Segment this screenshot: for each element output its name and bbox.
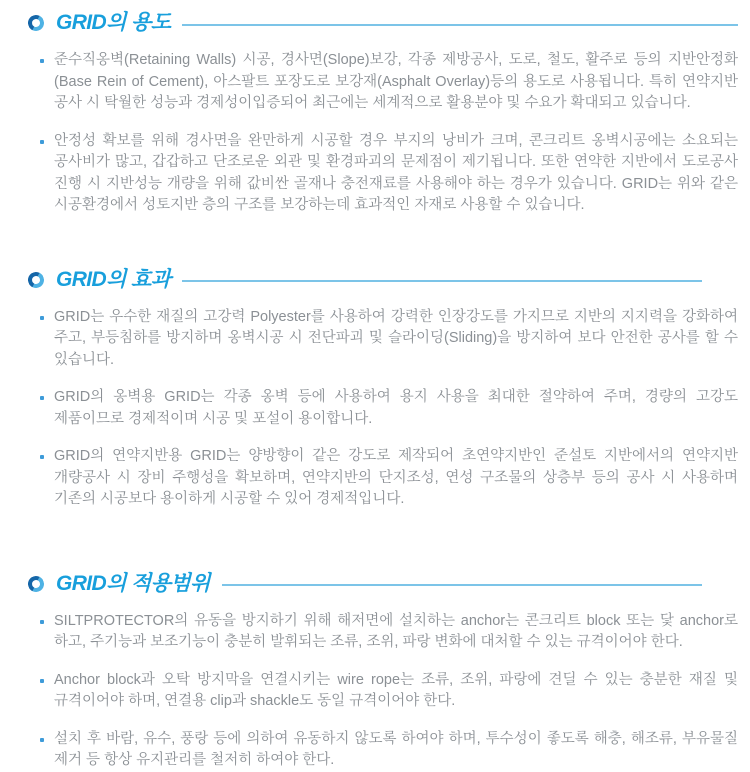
section-grid-effect — [28, 267, 738, 511]
section-header — [28, 267, 738, 293]
bullet-text: Anchor block과 오탁 방지막을 연결시키는 wire rope는 조류, 조위, 파랑에 견딜 수 있는 충분한 재질 및 규격이어야 하며, 연결용 clip과 shackle도 동일 규격이어야 한다. — [54, 671, 738, 709]
section-title: GRID의 적용범위 — [56, 571, 210, 595]
bullet-item — [40, 307, 738, 372]
section-title: GRID의 용도 — [56, 11, 171, 34]
bullet-dot-icon — [40, 620, 44, 624]
bullet-text: 준수직옹벽(Retaining Walls) 시공, 경사면(Slope)보강, 각종 제방공사, 도로, 철도, 활주로 등의 지반안정화 (Base Rein of Cement), 아스팔트 포장도로 보강재(Asphalt Overlay)등의 용도로 사용됩니다. 특히 연약지반 공사 시 탁월한 성능과 경제성이입증되어 최근에는 세계적으로 활용분야 및 수요가 확대되고 있습니다. — [54, 52, 738, 111]
bullet-dot-icon — [40, 679, 44, 683]
section-rule — [182, 24, 738, 26]
bullet-dot-icon — [40, 396, 44, 400]
bullet-list — [40, 307, 738, 511]
swirl-logo-icon — [26, 13, 46, 33]
section-header — [28, 571, 738, 597]
section-rule — [222, 584, 702, 586]
bullet-dot-icon — [40, 316, 44, 320]
section-grid-usage — [28, 10, 738, 217]
bullet-dot-icon — [40, 738, 44, 742]
bullet-list — [40, 611, 738, 772]
bullet-item — [40, 50, 738, 115]
section-rule — [182, 280, 702, 282]
bullet-item — [40, 611, 738, 654]
bullet-item — [40, 670, 738, 713]
bullet-text: 안정성 확보를 위해 경사면을 완만하게 시공할 경우 부지의 낭비가 크며, 콘크리트 옹벽시공에는 소요되는 공사비가 많고, 갑갑하고 단조로운 외관 및 환경파괴의 문제점이 제기됩니다. 또한 연약한 지반에서 도로공사 진행 시 지반성능 개량을 위해 값비싼 골재나 충전재료를 사용해야 하는 경우가 있습니다. GRID는 위와 같은 시공환경에서 성토지반 층의 구조를 보강하는데 효과적인 자재로 사용할 수 있습니다. — [54, 132, 738, 213]
bullet-text: GRID는 우수한 재질의 고강력 Polyester를 사용하여 강력한 인장강도를 가지므로 지반의 지지력을 강화하여 주고, 부등침하를 방지하며 옹벽시공 시 전단파괴 및 슬라이딩(Sliding)을 방지하여 보다 안전한 공사를 할 수 있습니다. — [54, 308, 738, 368]
bullet-list — [40, 50, 738, 217]
bullet-text: SILTPROTECTOR의 유동을 방지하기 위해 해저면에 설치하는 anchor는 콘크리트 block 또는 닻 anchor로 하고, 주기능과 보조기능이 충분히 발휘되는 조류, 조위, 파랑 변화에 대처할 수 있는 규격이어야 한다. — [54, 612, 738, 650]
section-grid-scope — [28, 571, 738, 772]
bullet-item — [40, 131, 738, 217]
bullet-item — [40, 446, 738, 511]
bullet-item — [40, 729, 738, 772]
swirl-logo-icon — [26, 573, 46, 593]
bullet-dot-icon — [40, 59, 44, 63]
section-title: GRID의 효과 — [56, 267, 171, 291]
bullet-dot-icon — [40, 140, 44, 144]
bullet-item — [40, 387, 738, 430]
section-header — [28, 10, 738, 36]
bullet-text: GRID의 옹벽용 GRID는 각종 옹벽 등에 사용하여 용지 사용을 최대한 절약하여 주며, 경량의 고강도 제품이므로 경제적이며 시공 및 포설이 용이합니다. — [54, 389, 738, 427]
bullet-text: 설치 후 바람, 유수, 풍랑 등에 의하여 유동하지 않도록 하여야 하며, 투수성이 좋도록 해충, 해조류, 부유물질 제거 등 항상 유지관리를 철저히 하여야 한다. — [54, 730, 738, 768]
swirl-logo-icon — [26, 269, 46, 289]
bullet-dot-icon — [40, 455, 44, 459]
bullet-text: GRID의 연약지반용 GRID는 양방향이 같은 강도로 제작되어 초연약지반인 준설토 지반에서의 연약지반 개량공사 시 장비 주행성을 확보하며, 연약지반의 단지조성, 연성 구조물의 상층부 등의 공사 시 사용하며 기존의 시공보다 용이하게 시공할 수 있어 경제적입니다. — [54, 448, 739, 507]
